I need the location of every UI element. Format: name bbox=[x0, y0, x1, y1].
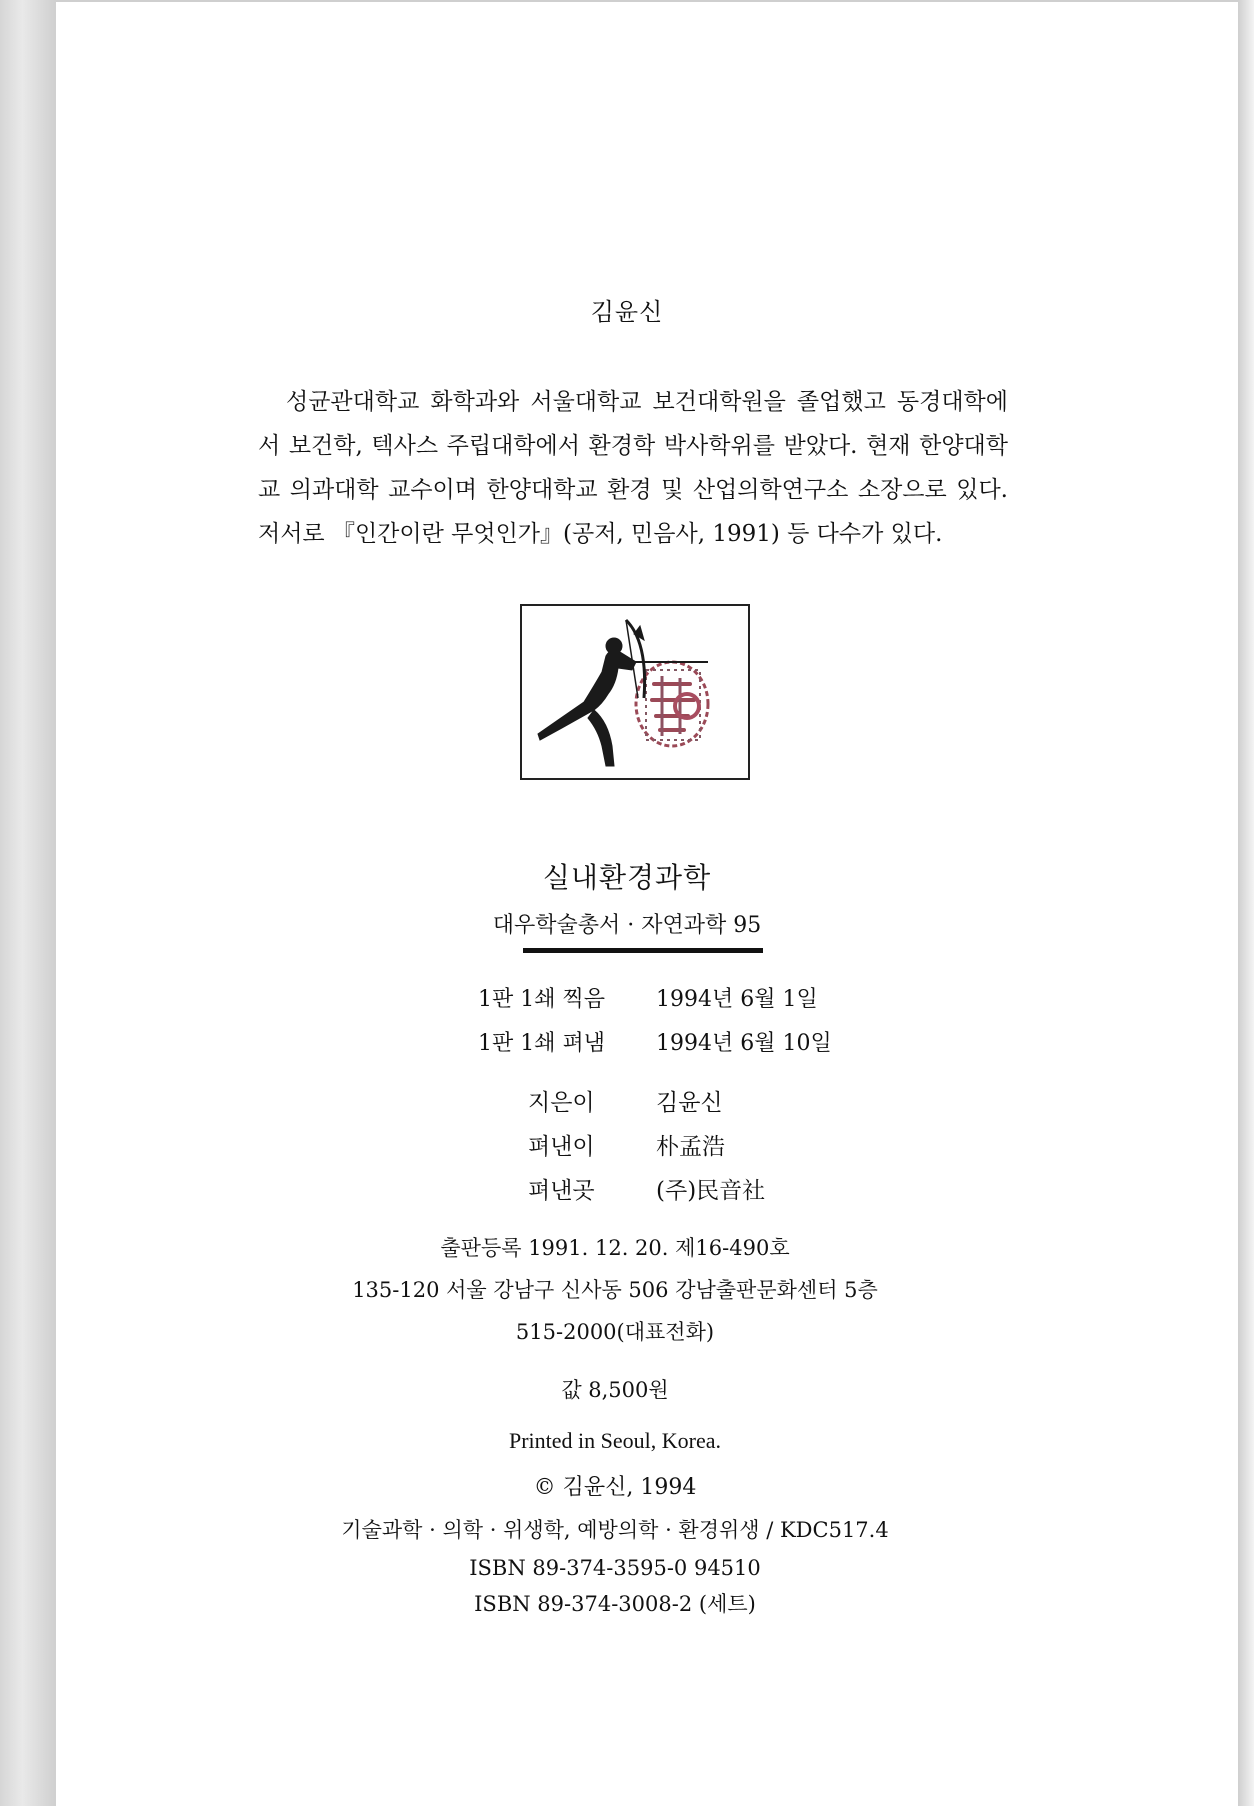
print-row bbox=[478, 982, 605, 1013]
publisher-address: 135-120 서울 강남구 신사동 506 강남출판문화센터 5층 bbox=[352, 1278, 878, 1302]
publisher-credit-value: 朴孟浩 bbox=[656, 1134, 725, 1160]
house-credit-row bbox=[528, 1172, 595, 1205]
author-credit-row bbox=[528, 1084, 595, 1117]
house-credit-value: (주)民音社 bbox=[656, 1178, 766, 1204]
publisher-logo bbox=[520, 604, 750, 780]
book-title: 실내환경과학 bbox=[542, 861, 712, 894]
publisher-credit-label: 펴낸이 bbox=[528, 1134, 595, 1160]
publish-row bbox=[478, 1026, 605, 1057]
author-bio-text: 성균관대학교 화학과와 서울대학교 보건대학원을 졸업했고 동경대학에서 보건학, 텍사스 주립대학에서 환경학 박사학위를 받았다. 현재 한양대학교 의과대학 교수이며 한양대학교 환경 및 산업의학연구소 소장으로 있다. 저서로 『인간이란 무엇인가』(공저, 민음사, 1991) 등 다수가 있다. bbox=[258, 389, 1008, 547]
series-divider bbox=[523, 948, 763, 953]
registration-info: 출판등록 1991. 12. 20. 제16-490호 bbox=[440, 1236, 790, 1260]
printed-in: Printed in Seoul, Korea. bbox=[508, 1428, 722, 1453]
red-seal-stamp bbox=[636, 662, 708, 746]
archer-seal-icon bbox=[522, 606, 748, 778]
author-credit-label: 지은이 bbox=[528, 1090, 595, 1116]
author-credit-value: 김윤신 bbox=[656, 1090, 723, 1116]
house-credit-label: 펴낸곳 bbox=[528, 1178, 595, 1204]
author-bio bbox=[258, 380, 1008, 556]
print-date-value: 1994년 6월 1일 bbox=[656, 987, 818, 1012]
publisher-credit-row bbox=[528, 1128, 595, 1161]
book-price: 값 8,500원 bbox=[561, 1378, 669, 1402]
copyright-notice: © 김윤신, 1994 bbox=[533, 1475, 697, 1500]
series-name: 대우학술총서 · 자연과학 95 bbox=[492, 913, 762, 938]
author-name-heading: 김윤신 bbox=[590, 298, 664, 326]
publisher-credit bbox=[656, 1128, 725, 1161]
house-credit bbox=[656, 1172, 765, 1205]
author-credit bbox=[656, 1084, 723, 1117]
publish-date bbox=[656, 1026, 832, 1057]
publish-label: 1판 1쇄 펴냄 bbox=[478, 1031, 605, 1056]
publish-date-value: 1994년 6월 10일 bbox=[656, 1031, 832, 1056]
isbn-volume: ISBN 89-374-3595-0 94510 bbox=[469, 1556, 761, 1580]
publisher-phone: 515-2000(대표전화) bbox=[515, 1320, 715, 1344]
print-label: 1판 1쇄 찍음 bbox=[478, 987, 605, 1012]
isbn-set: ISBN 89-374-3008-2 (세트) bbox=[474, 1592, 756, 1616]
classification-code: 기술과학 · 의학 · 위생학, 예방의학 · 환경위생 / KDC517.4 bbox=[341, 1518, 889, 1542]
print-date bbox=[656, 982, 818, 1013]
